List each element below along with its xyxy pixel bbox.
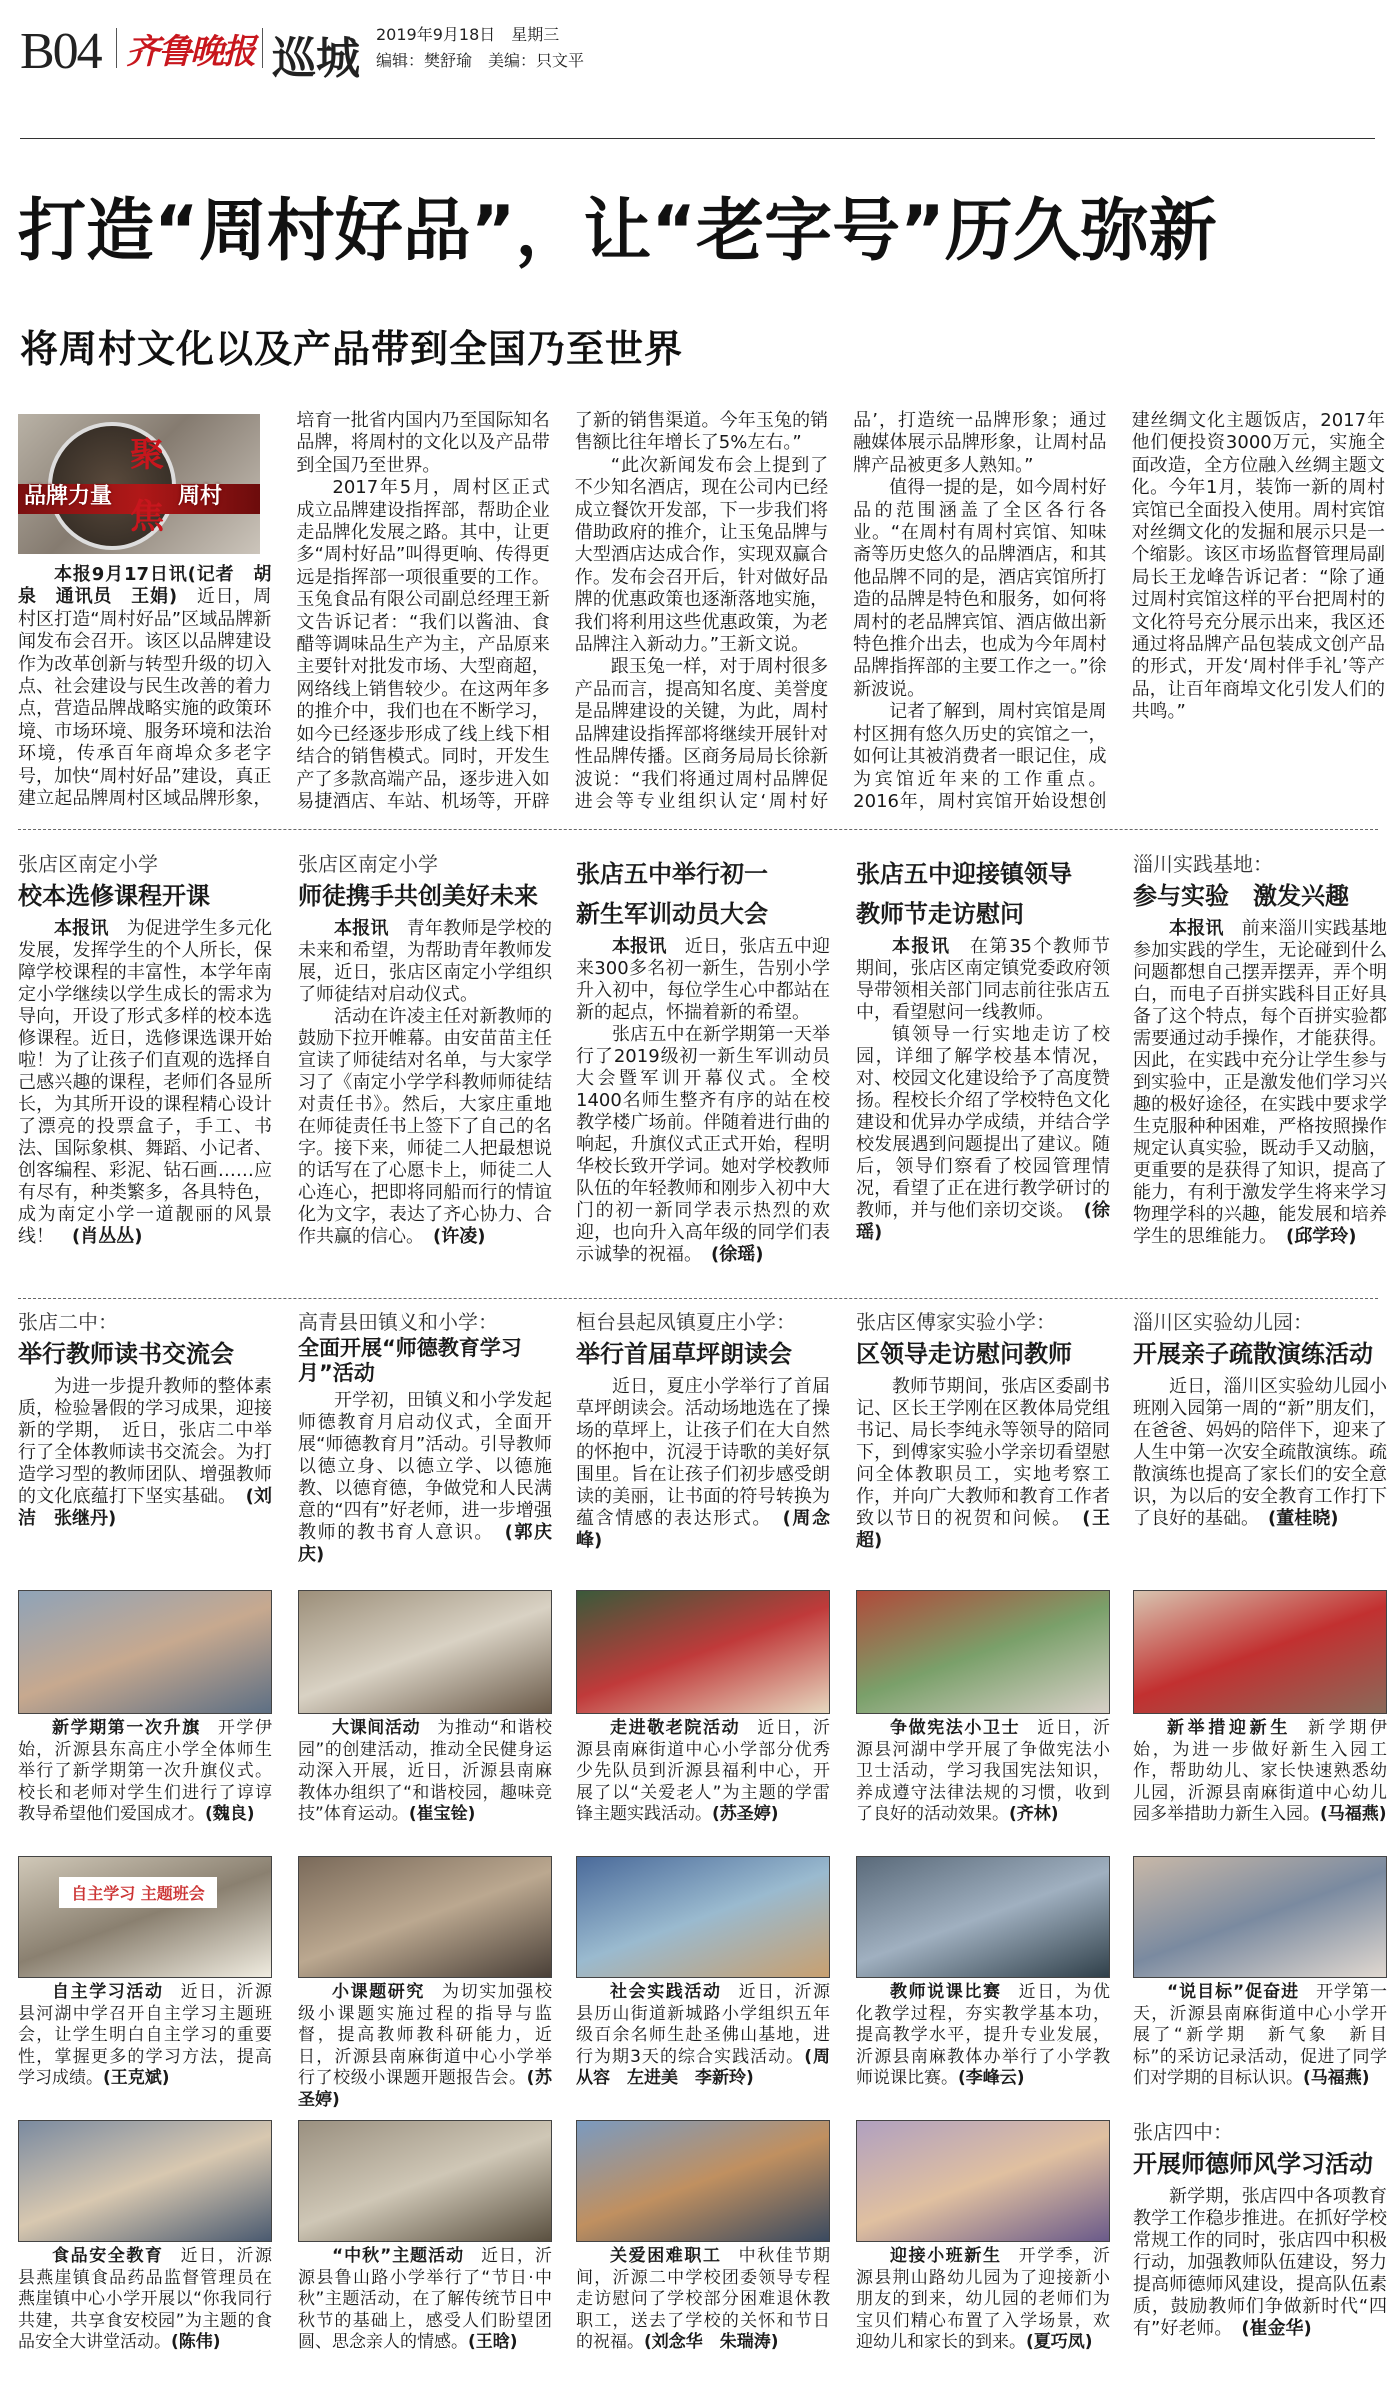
article-kicker: 张店二中： bbox=[18, 1310, 118, 1334]
paragraph-text: 值得一提的是，如今周村好品的范围涵盖了全区各行各业。“在周村有周村宾馆、知味斋等历史悠久的品牌酒店，和其他品牌不同的是，酒店宾馆所打造的品牌是特色和服务，如何将周村的老品牌宾馆、酒店做出新特色推介出去，也成为今年周村品牌指挥部的主要工作之一。”徐新波说。 bbox=[853, 477, 1107, 700]
article-paragraph bbox=[298, 1006, 552, 1248]
article-paragraph bbox=[856, 1024, 1110, 1244]
article-paragraph bbox=[1133, 1376, 1387, 1530]
article-paragraph bbox=[18, 918, 272, 1248]
caption-text: 近日，沂源县鲁山路小学举行了“节日·中秋”主题活动，在了解传统节日中秋节的基础上，感受人们盼望团圆、思念亲人的情感。 bbox=[298, 2246, 552, 2352]
photo-caption bbox=[856, 1718, 1110, 1826]
paragraph-text: 青年教师是学校的未来和希望，为帮助青年教师发展，近日，张店区南定小学组织了师徒结对启动仪式。 bbox=[298, 918, 553, 1005]
article-title: 校本选修课程开课 bbox=[18, 882, 210, 910]
news-photo bbox=[298, 1856, 552, 1978]
caption-title: 食品安全教育 bbox=[52, 2246, 164, 2266]
article-kicker: 张店区南定小学 bbox=[298, 852, 438, 876]
photo-caption bbox=[856, 1982, 1110, 2090]
dateline: 本报讯 bbox=[1169, 918, 1224, 939]
byline: (刘念华 朱瑞涛) bbox=[644, 2332, 779, 2352]
dateline: 本报讯 bbox=[334, 918, 389, 939]
caption-text: 近日，沂源县燕崖镇食品药品监督管理员在燕崖镇中心小学开展以“你我同行共建，共享食安校园”为主题的食品安全大讲堂活动。 bbox=[18, 2246, 273, 2352]
news-photo bbox=[18, 2120, 272, 2242]
news-photo bbox=[1133, 1590, 1387, 1714]
editor: 编辑：樊舒瑜 bbox=[376, 51, 473, 70]
byline: (周念峰) bbox=[576, 1508, 831, 1551]
caption-title: 走进敬老院活动 bbox=[610, 1718, 741, 1738]
news-article bbox=[18, 1308, 272, 1530]
paragraph-text: 近日，夏庄小学举行了首届草坪朗读会。活动场地选在了操场的草坪上，让孩子们在大自然的怀抱中，沉浸于诗歌的美好氛围里。旨在让孩子们初步感受朗读的美丽，让书面的符号转换为蕴含情感的表达形式。 bbox=[576, 1376, 830, 1529]
paragraph-text: 近日，张店五中迎来300多名初一新生，告别小学升入初中，每位学生心中都站在新的起点，怀揣着新的希望。 bbox=[576, 936, 831, 1023]
caption-text: 近日，沂源县河湖中学召开自主学习主题班会，让学生明白自主学习的重要性，掌握更多的学习方法，提高学习成绩。 bbox=[18, 1982, 273, 2088]
article-paragraph bbox=[856, 936, 1110, 1024]
news-article bbox=[18, 850, 272, 1248]
byline: (马福燕) bbox=[1303, 2068, 1370, 2088]
paragraph-text: 为进一步提升教师的整体素质，检验暑假的学习成果，迎接新的学期， 近日，张店二中举行了全体教师读书交流会。为打造学习型的教师团队、增强教师的文化底蕴打下坚实基础。 bbox=[18, 1376, 272, 1507]
article-paragraph bbox=[1133, 918, 1387, 1248]
news-photo bbox=[576, 1856, 830, 1978]
masthead-rule bbox=[20, 138, 1375, 139]
news-article bbox=[1133, 850, 1387, 1248]
paragraph-text: 跟玉兔一样，对于周村很多产品而言，提高知名度、美誉度是品牌建设的关键，为此，周村品牌建设指挥部将继续开展针对性品牌传播。区商务局局长徐新波说：“我们将通过周村品牌促进会等专业组织认定‘周村好品’，打造统一品牌形象；通过融媒体展示品牌形象，让周村品牌产品被更多人熟知。” bbox=[574, 410, 1107, 812]
caption-text: 新学期伊始，为进一步做好新生入园工作，帮助幼儿、家长快速熟悉幼儿园，沂源县南麻街道中心幼儿园多举措助力新生入园。 bbox=[1133, 1718, 1387, 1824]
article-paragraph bbox=[576, 936, 830, 1024]
photo-caption bbox=[18, 1982, 272, 2090]
paragraph-text: 近日，淄川区实验幼儿园小班刚入园第一周的“新”朋友们，在爸爸、妈妈的陪伴下，迎来了人生中第一次安全疏散演练。疏散演练也提高了家长们的安全意识，为以后的安全教育工作打下了良好的基础。 bbox=[1133, 1376, 1387, 1529]
caption-text: 开学季，沂源县荆山路幼儿园为了迎接新小朋友的到来，幼儿园的老师们为宝贝们精心布置了入学场景，欢迎幼儿和家长的到来。 bbox=[856, 2246, 1111, 2352]
article-title: 师徒携手共创美好未来 bbox=[298, 882, 538, 910]
article-paragraph bbox=[18, 1376, 272, 1530]
section-divider bbox=[18, 829, 1378, 830]
divider bbox=[262, 28, 263, 68]
date: 2019年9月18日 bbox=[376, 25, 496, 44]
article-title: 举行教师读书交流会 bbox=[18, 1340, 234, 1368]
dateline: 本报讯 bbox=[892, 936, 951, 957]
photo-caption bbox=[298, 1982, 552, 2111]
paragraph-text: 新学期，张店四中各项教育教学工作稳步推进。在抓好学校常规工作的同时，张店四中积极行动，加强教师队伍建设，努力提高师德师风建设，提高队伍素质，鼓励教师们争做新时代“四有”好老师。 bbox=[1133, 2186, 1387, 2339]
paragraph-text: 开学初，田镇义和小学发起师德教育月启动仪式，全面开展“师德教育月”活动。引导教师以德立身、以德立学、以德施教、以德育德，争做党和人民满意的“四有”好老师，进一步增强教师的教书育人意识。 bbox=[298, 1390, 552, 1543]
news-article bbox=[576, 856, 830, 1266]
lead-paragraph bbox=[575, 455, 828, 657]
news-article bbox=[856, 1308, 1110, 1552]
photo-caption bbox=[576, 1718, 830, 1826]
news-article bbox=[298, 1308, 552, 1566]
byline: (郭庆庆) bbox=[298, 1522, 553, 1565]
byline: (夏巧凤) bbox=[1026, 2332, 1093, 2352]
caption-title: 小课题研究 bbox=[332, 1982, 425, 2002]
article-kicker: 淄川区实验幼儿园： bbox=[1133, 1310, 1313, 1334]
lead-subtitle: 将周村文化以及产品带到全国乃至世界 bbox=[20, 327, 684, 371]
caption-title: “说目标”促奋进 bbox=[1167, 1982, 1300, 2002]
article-title: 全面开展“师德教育学习月”活动 bbox=[298, 1336, 522, 1385]
paragraph-text: 前来淄川实践基地参加实践的学生，无论碰到什么问题都想自己摆弄摆弄，弄个明白，而电子百拼实践科目正好具备了这个特点，每个百拼实验都需要通过动手操作，才能获得。因此，在实践中充分让学生参与到实验中，正是激发他们学习兴趣的极好途径，在实践中要求学生克服种种困难，严格按照操作规定认真实验，既动手又动脑，更重要的是获得了知识，提高了能力，有利于激发学生将来学习物理学科的兴趣，能发展和培养学生的思维能力。 bbox=[1133, 918, 1388, 1247]
byline: (苏圣婷) bbox=[712, 1804, 779, 1824]
photo-caption bbox=[576, 2246, 830, 2354]
byline: (肖丛丛) bbox=[72, 1226, 143, 1247]
article-title: 张店五中迎接镇领导 bbox=[856, 860, 1072, 888]
news-photo bbox=[298, 2120, 552, 2242]
photo-caption bbox=[298, 1718, 552, 1826]
byline: (陈伟) bbox=[171, 2332, 221, 2352]
section-name: 巡城 bbox=[272, 33, 360, 84]
art-editor: 美编：只文平 bbox=[488, 51, 585, 70]
page-number: B04 bbox=[20, 23, 101, 80]
caption-title: 自主学习活动 bbox=[52, 1982, 164, 2002]
dateline: 本报讯 bbox=[54, 918, 109, 939]
news-photo bbox=[18, 1590, 272, 1714]
paragraph-text: 在第35个教师节期间，张店区南定镇党委政府领导带领相关部门同志前往张店五中，看望慰问一线教师。 bbox=[856, 936, 1111, 1023]
paragraph-text: 教师节期间，张店区委副书记、区长王学刚在区教体局党组书记、局长李纯永等领导的陪同下，到傅家实验小学亲切看望慰问全体教职员工，实地考察工作，并向广大教师和教育工作者致以节日的祝贺和问候。 bbox=[856, 1376, 1110, 1529]
news-photo bbox=[576, 1590, 830, 1714]
lead-headline: 打造“周村好品”，让“老字号”历久弥新 bbox=[18, 192, 1217, 271]
dateline: 本报讯 bbox=[612, 936, 667, 957]
byline: (马福燕) bbox=[1320, 1804, 1387, 1824]
caption-text: 开学伊始，沂源县东高庄小学全体师生举行了新学期第一次升旗仪式。校长和老师对学生们进行了谆谆教导希望他们爱国成才。 bbox=[18, 1718, 273, 1824]
caption-text: 开学第一天，沂源县南麻街道中心小学开展了“新学期 新气象 新目标”的采访记录活动，促进了同学们对学期的目标认识。 bbox=[1133, 1982, 1387, 2088]
photo-caption bbox=[1133, 1982, 1387, 2090]
photo-caption bbox=[298, 2246, 552, 2354]
byline: (崔金华) bbox=[1241, 2318, 1312, 2339]
newspaper-logo: 齐鲁晚报 bbox=[126, 32, 254, 72]
banner-text-left: 品牌力量 bbox=[24, 484, 113, 509]
paragraph-text: 记者了解到，周村宾馆是周村区拥有悠久历史的宾馆之一，如何让其被消费者一眼记住，成为宾馆近年来的工作重点。2016年，周村宾馆开始设想创建丝绸文化主题饭店，2017年他们便投资3000万元，实施全面改造，全方位融入丝绸主题文化。今年1月，装饰一新的周村宾馆已全面投入使用。周村宾馆对丝绸文化的发掘和展示只是一个缩影。该区市场监督管理局副局长王龙峰告诉记者：“除了通过周村宾馆这样的平台把周村的文化符号充分展示出来，我区还通过将品牌产品包装成文创产品的形式，开发‘周村伴手礼’等产品，让百年商埠文化引发人们的共鸣。” bbox=[853, 410, 1385, 812]
article-title: 举行首届草坪朗读会 bbox=[576, 1340, 792, 1368]
article-title: 开展师德师风学习活动 bbox=[1133, 2150, 1373, 2178]
caption-title: 社会实践活动 bbox=[610, 1982, 722, 2002]
byline: (齐林) bbox=[1009, 1804, 1059, 1824]
article-title: 新生军训动员大会 bbox=[576, 900, 768, 928]
byline: (邱学玲) bbox=[1286, 1226, 1357, 1247]
byline: (周从容 左进美 李新玲) bbox=[576, 2046, 830, 2088]
caption-text: 近日，沂源县河湖中学开展了争做宪法小卫士活动，学习我国宪法知识，养成遵守法律法规的习惯，收到了良好的活动效果。 bbox=[856, 1718, 1111, 1824]
paragraph-text: 近日，周村区打造“周村好品”区域品牌新闻发布会召开。该区以品牌建设作为改革创新与转型升级的切入点、社会建设与民生改善的着力点，营造品牌战略实施的政策环境、市场环境、服务环境和法治环境，传承百年商埠众多老字号，加快“周村好品”建设，真正建立起品牌周村区域品牌形象，培育一批省内国内乃至国际知名品牌，将周村的文化以及产品带到全国乃至世界。 bbox=[18, 410, 550, 810]
news-photo bbox=[1133, 1856, 1387, 1978]
byline: (董桂晓) bbox=[1268, 1508, 1339, 1529]
article-paragraph bbox=[298, 1390, 552, 1566]
byline: (崔宝铨) bbox=[408, 1804, 476, 1824]
byline: (王超) bbox=[856, 1508, 1111, 1551]
paragraph-text: 为促进学生多元化发展，发挥学生的个人所长，保障学校课程的丰富性，本学年南定小学继续以学生成长的需求为导向，开设了形式多样的校本选修课程。近日，选修课选课开始啦！为了让孩子们直观的选择自己感兴趣的课程，老师们各显所长，为其所开设的课程精心设计了漂亮的投票盒子，手工、书法、国际象棋、舞蹈、小记者、创客编程、彩泥、钻石画……应有尽有，种类繁多，各具特色，成为南定小学一道靓丽的风景线！ bbox=[18, 918, 273, 1247]
lead-article-body bbox=[18, 410, 1385, 822]
article-kicker: 张店四中： bbox=[1133, 2120, 1233, 2144]
caption-title: 迎接小班新生 bbox=[890, 2246, 1002, 2266]
caption-text: 近日，沂源县南麻街道中心小学部分优秀少先队员到沂源县福利中心，开展了以“关爱老人”为主题的学雷锋主题实践活动。 bbox=[576, 1718, 831, 1824]
byline: (魏良) bbox=[205, 1804, 255, 1824]
article-kicker: 淄川实践基地： bbox=[1133, 852, 1273, 876]
weekday: 星期三 bbox=[511, 25, 560, 44]
caption-title: 新学期第一次升旗 bbox=[52, 1718, 201, 1738]
news-photo bbox=[856, 1590, 1110, 1714]
article-kicker: 张店区傅家实验小学： bbox=[856, 1310, 1056, 1334]
photo-caption bbox=[18, 1718, 272, 1826]
caption-text: 为切实加强校级小课题实施过程的指导与监督，提高教师教科研能力，近日，沂源县南麻街道中心小学举行了校级小课题开题报告会。 bbox=[298, 1982, 552, 2088]
article-kicker: 张店区南定小学 bbox=[18, 852, 158, 876]
caption-text: 近日，为优化教学过程，夯实教学基本功，提高教学水平，提升专业发展，沂源县南麻教体办举行了小学教师说课比赛。 bbox=[856, 1982, 1111, 2088]
paragraph-text: 活动在许凌主任对新教师的鼓励下拉开帷幕。由安苗苗主任宣读了师徒结对名单，与大家学习了《南定小学学科教师师徒结对责任书》。然后，大家庄重地在师徒责任书上签下了自己的名字。接下来，师徒二人把最想说的话写在了心愿卡上，师徒二人心连心，把即将同船而行的情谊化为文字，表达了齐心协力、合作共赢的信心。 bbox=[298, 1006, 552, 1247]
news-photo bbox=[856, 2120, 1110, 2242]
article-kicker: 高青县田镇义和小学： bbox=[298, 1310, 498, 1334]
news-photo bbox=[298, 1590, 552, 1714]
news-photo bbox=[856, 1856, 1110, 1978]
caption-title: 教师说课比赛 bbox=[890, 1982, 1002, 2002]
paragraph-text: 张店五中在新学期第一天举行了2019级初一新生军训动员大会暨军训开幕仪式。全校1400名师生整齐有序的站在校教学楼广场前。伴随着进行曲的响起，升旗仪式正式开始，程明华校长致开学词。她对学校教师队伍的年轻教师和刚步入初中大门的初一新同学表示热烈的欢迎，也向升入高年级的同学们表示诚挚的祝福。 bbox=[576, 1024, 830, 1265]
article-paragraph bbox=[856, 1376, 1110, 1552]
news-photo bbox=[576, 2120, 830, 2242]
banner-text-center: 聚焦 bbox=[130, 435, 164, 537]
paragraph-text: “此次新闻发布会上提到了不少知名酒店，现在公司内已经成立餐饮开发部，下一步我们将借助政府的推介，让玉兔品牌与大型酒店达成合作，实现双赢合作。发布会召开后，针对做好品牌的优惠政策也逐渐落地实施，我们将利用这些优惠政策，为老品牌注入新动力。”王新文说。 bbox=[574, 454, 829, 656]
article-paragraph bbox=[298, 918, 552, 1006]
issue-date bbox=[376, 22, 559, 45]
section-divider bbox=[18, 1298, 1378, 1299]
byline: (许凌) bbox=[433, 1226, 486, 1247]
photo-caption bbox=[1133, 1718, 1387, 1826]
byline: (刘洁 张继丹) bbox=[18, 1486, 273, 1529]
byline: (王克斌) bbox=[103, 2068, 170, 2088]
byline: (王晗) bbox=[468, 2332, 518, 2352]
article-title: 教师节走访慰问 bbox=[856, 900, 1024, 928]
caption-text: 中秋佳节期间，沂源二中学校团委领导专程走访慰问了学校部分困难退休教职工，送去了学校的关怀和节日的祝福。 bbox=[576, 2246, 831, 2352]
editors bbox=[376, 48, 584, 71]
caption-title: 关爱困难职工 bbox=[610, 2246, 722, 2266]
banner-text-right: 周村 bbox=[178, 484, 223, 509]
article-title: 开展亲子疏散演练活动 bbox=[1133, 1340, 1373, 1368]
article-kicker: 桓台县起凤镇夏庄小学： bbox=[576, 1310, 796, 1334]
news-article bbox=[298, 850, 552, 1248]
caption-title: 争做宪法小卫士 bbox=[890, 1718, 1021, 1738]
article-title: 参与实验 激发兴趣 bbox=[1133, 882, 1349, 910]
news-photo bbox=[18, 1856, 272, 1978]
article-title: 张店五中举行初一 bbox=[576, 860, 768, 888]
photo-caption bbox=[856, 2246, 1110, 2354]
news-article bbox=[1133, 1308, 1387, 1530]
article-paragraph bbox=[576, 1024, 830, 1266]
byline: (苏圣婷) bbox=[298, 2068, 552, 2110]
article-title: 区领导走访慰问教师 bbox=[856, 1340, 1072, 1368]
byline: (李峰云) bbox=[958, 2068, 1025, 2088]
lead-paragraph bbox=[853, 477, 1106, 701]
paragraph-text: 2017年5月，周村区正式成立品牌建设指挥部，帮助企业走品牌化发展之路。其中，让更多“周村好品”叫得更响、传得更远是指挥部一项很重要的工作。玉兔食品有限公司副总经理王新文告诉记者：“我们以酱油、食醋等调味品生产为主，产品原来主要针对批发市场、大型商超，网络线上销售较少。在这两年多的推介中，我们也在不断学习，如今已经逐步形成了线上线下相结合的销售模式。同时，开发生产了多款高端产品，逐步进入如易捷酒店、车站、机场等，开辟了新的销售渠道。今年玉兔的销售额比往年增长了5%左右。” bbox=[296, 410, 829, 812]
news-article bbox=[856, 856, 1110, 1244]
caption-title: 新举措迎新生 bbox=[1167, 1718, 1291, 1738]
divider bbox=[116, 28, 117, 68]
caption-text: 近日，沂源县历山街道新城路小学组织五年级百余名师生赴圣佛山基地，进行为期3天的综合实践活动。 bbox=[576, 1982, 831, 2067]
paragraph-text: 镇领导一行实地走访了校园，详细了解学校基本情况，对、校园文化建设给予了高度赞扬。程校长介绍了学校特色文化建设和优异办学成绩，并结合学校发展遇到问题提出了建议。随后，领导们察看了校园管理情况，看望了正在进行教学研讨的教师，并与他们亲切交谈。 bbox=[856, 1024, 1110, 1221]
caption-title: “中秋”主题活动 bbox=[332, 2246, 465, 2266]
news-article bbox=[576, 1308, 830, 1552]
caption-title: 大课间活动 bbox=[332, 1718, 421, 1738]
photo-caption bbox=[576, 1982, 830, 2090]
classroom-board-text: 自主学习 主题班会 bbox=[59, 1877, 217, 1908]
byline: (徐瑶) bbox=[856, 1200, 1111, 1243]
photo-caption bbox=[18, 2246, 272, 2354]
article-paragraph bbox=[576, 1376, 830, 1552]
article-paragraph bbox=[1133, 2186, 1387, 2340]
dateline: 本报9月17日讯(记者 胡泉 通讯员 王娟) bbox=[18, 564, 272, 608]
brand-focus-banner-image bbox=[18, 414, 260, 554]
news-article bbox=[1133, 2118, 1387, 2340]
caption-text: 为推动“和谐校园”的创建活动，推动全民健身运动深入开展，近日，沂源县南麻教体办组织了“和谐校园，趣味竞技”体育运动。 bbox=[298, 1718, 553, 1824]
byline: (徐瑶) bbox=[711, 1244, 764, 1265]
